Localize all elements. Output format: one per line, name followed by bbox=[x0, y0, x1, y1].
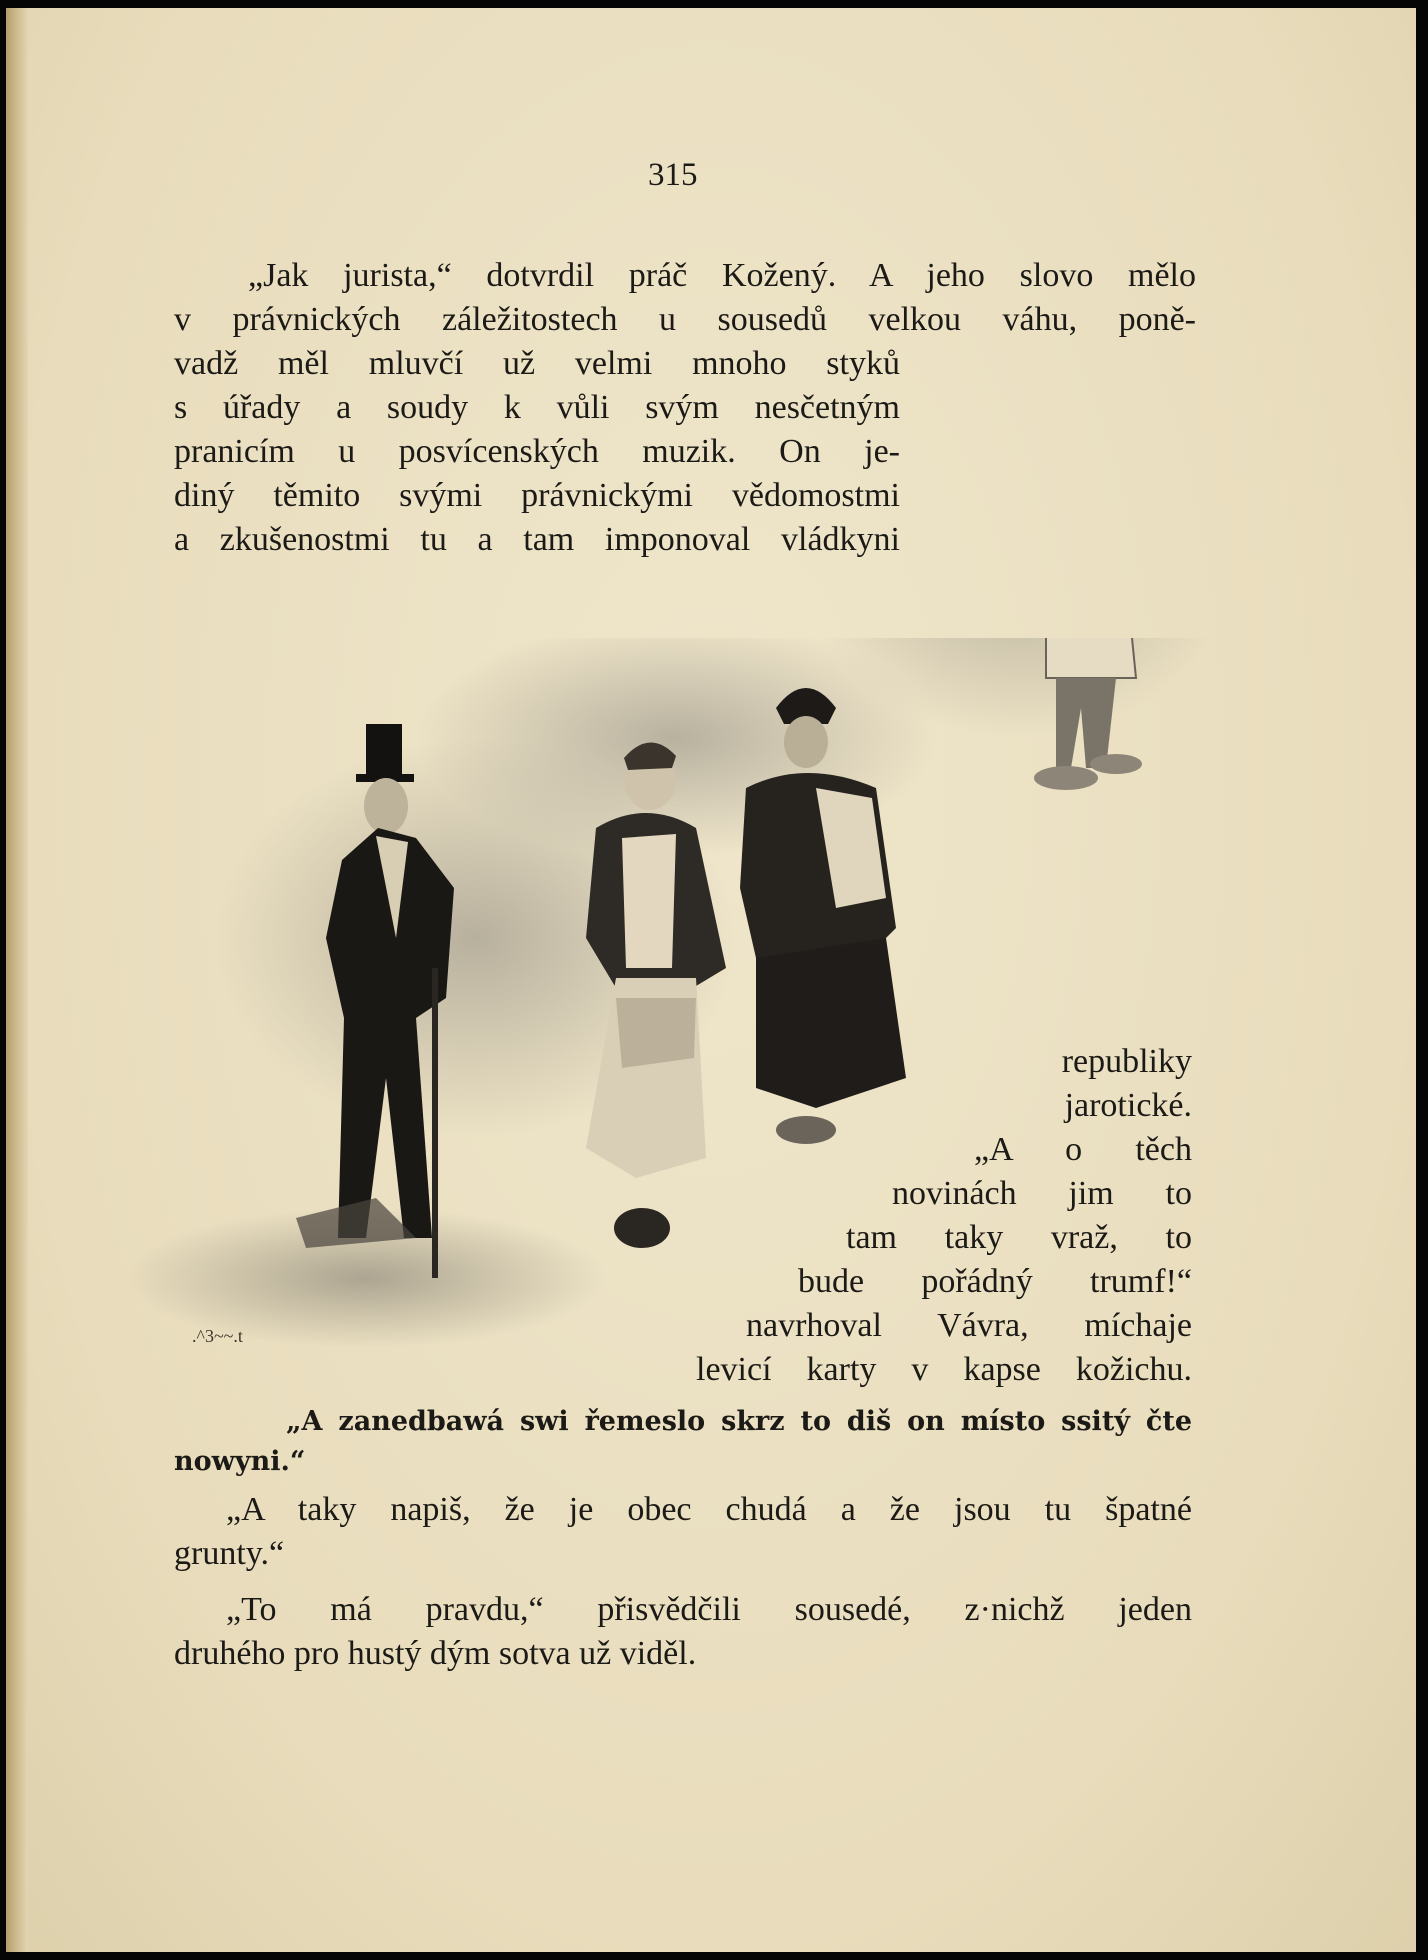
text-line: diný těmito svými právnickými vědomostmi bbox=[174, 477, 900, 514]
page-number: 315 bbox=[648, 157, 698, 193]
text-line: tam taky vraž, to bbox=[846, 1219, 1192, 1256]
page-gutter bbox=[6, 8, 28, 1952]
text-line: pranicím u posvícenských muzik. On je- bbox=[174, 433, 900, 470]
text-line: druhého pro hustý dým sotva už viděl. bbox=[174, 1635, 697, 1672]
text-line: v právnických záležitostech u sousedů velkou váhu, poně- bbox=[174, 301, 1196, 338]
text-line: levicí karty v kapse kožichu. bbox=[696, 1351, 1192, 1388]
text-line: a zkušenostmi tu a tam imponoval vládkyni bbox=[174, 521, 900, 558]
text-line: novinách jim to bbox=[892, 1175, 1192, 1212]
text-line: bude pořádný trumf!“ bbox=[798, 1263, 1192, 1300]
illustration-signature: .^3~~.t bbox=[192, 1326, 243, 1346]
text-line: jarotické. bbox=[1064, 1087, 1192, 1124]
text-line: navrhoval Vávra, míchaje bbox=[746, 1307, 1192, 1344]
text-line: s úřady a soudy k vůli svým nesčetným bbox=[174, 389, 900, 426]
text-line: „A taky napiš, že je obec chudá a že jsou tu špatné bbox=[226, 1491, 1192, 1528]
text-line: republiky bbox=[1061, 1043, 1192, 1080]
text-line: vadž měl mluvčí už velmi mnoho styků bbox=[174, 345, 900, 382]
fraktur-line: „A zanedbawá swi řemeslo skrz to diš on místo ssitý čte bbox=[286, 1406, 1192, 1437]
text-line: „Jak jurista,“ dotvrdil práč Kožený. A jeho slovo mělo bbox=[248, 257, 1196, 294]
text-line: „To má pravdu,“ přisvědčili sousedé, z·nichž jeden bbox=[226, 1591, 1192, 1628]
book-page bbox=[6, 8, 1416, 1952]
fraktur-line: nowyni.“ bbox=[174, 1446, 306, 1477]
text-line: grunty.“ bbox=[174, 1535, 285, 1572]
text-line: „A o těch bbox=[974, 1131, 1192, 1168]
